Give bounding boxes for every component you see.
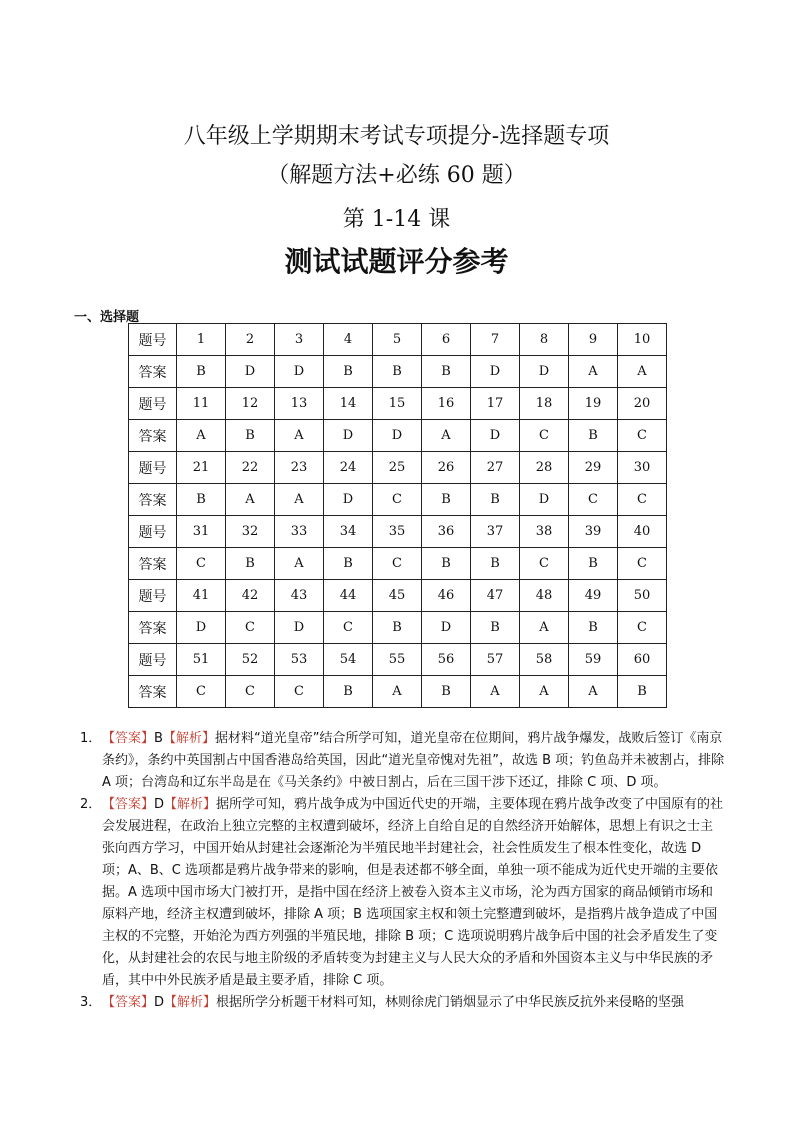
answer-cell: A — [275, 420, 324, 452]
question-number-cell: 11 — [177, 388, 226, 420]
answer-label-cell: 答案 — [129, 356, 177, 388]
answer-cell: B — [569, 420, 618, 452]
question-number-cell: 41 — [177, 580, 226, 612]
answer-cell: B — [324, 548, 373, 580]
question-number-cell: 25 — [373, 452, 422, 484]
explanation-item — [80, 992, 725, 1014]
answer-cell: D — [422, 612, 471, 644]
question-number-cell: 9 — [569, 324, 618, 356]
answer-cell: B — [177, 484, 226, 516]
question-label-cell: 题号 — [129, 388, 177, 420]
question-number-cell: 2 — [226, 324, 275, 356]
question-number-cell: 30 — [618, 452, 667, 484]
lesson-range: 第 1-14 课 — [342, 207, 451, 232]
answer-tag: 【答案】 — [102, 995, 155, 1010]
answer-row — [129, 612, 667, 644]
title-line-2: （解题方法+必练 60 题） — [267, 163, 526, 188]
question-number-cell: 8 — [520, 324, 569, 356]
question-number-cell: 50 — [618, 580, 667, 612]
answer-cell: B — [177, 356, 226, 388]
main-title: 测试试题评分参考 — [284, 245, 509, 278]
answer-cell: C — [177, 676, 226, 708]
answer-cell: A — [177, 420, 226, 452]
question-number-cell: 17 — [471, 388, 520, 420]
question-number-cell: 51 — [177, 644, 226, 676]
analysis-text: 据所学可知，鸦片战争成为中国近代史的开端，主要体现在鸦片战争改变了中国原有的社会发展进程，在政治上独立完整的主权遭到破坏，经济上自给自足的自然经济开始解体，思想上有识之士主张向西方学习，中国开始从封建社会逐渐沦为半殖民地半封建社会，社会性质发生了根本性变化，故选 D 项；A、B、C 选项都是鸦片战争带来的影响，但是表述都不够全面，单独一项不能成为近代史开端的主要依据。A 选项中国市场大门被打开，是指中国在经济上被卷入资本主义市场，沦为西方国家的商品倾销市场和原料产地，经济主权遭到破坏，排除 A 项；B 选项国家主权和领土完整遭到破坏，是指鸦片战争造成了中国主权的不完整，开始沦为西方列强的半殖民地，排除 B 项；C 选项说明鸦片战争后中国的社会矛盾发生了变化，从封建社会的农民与地主阶级的矛盾转变为封建主义与人民大众的矛盾和外国资本主义与中华民族的矛盾，其中中外民族矛盾是最主要矛盾，排除 C 项。 — [102, 797, 724, 988]
answer-cell: A — [520, 612, 569, 644]
answer-cell: C — [520, 548, 569, 580]
question-row — [129, 580, 667, 612]
answer-cell: B — [471, 484, 520, 516]
question-number-cell: 6 — [422, 324, 471, 356]
answer-cell: B — [226, 548, 275, 580]
answer-cell: B — [569, 548, 618, 580]
answer-cell: D — [471, 420, 520, 452]
question-number-cell: 24 — [324, 452, 373, 484]
question-number-cell: 38 — [520, 516, 569, 548]
explanation-item — [80, 728, 725, 794]
question-number-cell: 10 — [618, 324, 667, 356]
answer-row — [129, 548, 667, 580]
answer-cell: C — [275, 676, 324, 708]
question-number-cell: 31 — [177, 516, 226, 548]
question-number-cell: 60 — [618, 644, 667, 676]
answer-cell: C — [226, 612, 275, 644]
question-number-cell: 59 — [569, 644, 618, 676]
answer-cell: D — [275, 612, 324, 644]
answer-cell: B — [324, 356, 373, 388]
question-number-cell: 45 — [373, 580, 422, 612]
question-number-cell: 42 — [226, 580, 275, 612]
answer-cell: A — [275, 548, 324, 580]
question-label-cell: 题号 — [129, 644, 177, 676]
question-number-cell: 56 — [422, 644, 471, 676]
answer-cell: C — [618, 420, 667, 452]
answer-cell: B — [422, 484, 471, 516]
answer-cell: B — [471, 612, 520, 644]
answer-cell: C — [177, 548, 226, 580]
answer-letter: D — [154, 995, 165, 1010]
question-number-cell: 14 — [324, 388, 373, 420]
question-row — [129, 324, 667, 356]
question-number-cell: 40 — [618, 516, 667, 548]
question-number-cell: 22 — [226, 452, 275, 484]
answer-cell: A — [422, 420, 471, 452]
question-number-cell: 7 — [471, 324, 520, 356]
question-number-cell: 35 — [373, 516, 422, 548]
answer-cell: C — [618, 484, 667, 516]
answer-cell: B — [324, 676, 373, 708]
item-number: 1． — [80, 731, 102, 746]
question-number-cell: 29 — [569, 452, 618, 484]
section-label: 一、选择题 — [74, 310, 140, 325]
answer-cell: B — [422, 548, 471, 580]
question-number-cell: 39 — [569, 516, 618, 548]
question-number-cell: 13 — [275, 388, 324, 420]
question-row — [129, 644, 667, 676]
answer-cell: C — [618, 612, 667, 644]
analysis-tag: 【解析】 — [164, 995, 217, 1010]
question-number-cell: 46 — [422, 580, 471, 612]
question-number-cell: 12 — [226, 388, 275, 420]
answer-cell: B — [373, 356, 422, 388]
answer-label-cell: 答案 — [129, 484, 177, 516]
answer-cell: D — [471, 356, 520, 388]
answer-cell: B — [422, 676, 471, 708]
answer-cell: A — [569, 356, 618, 388]
question-number-cell: 23 — [275, 452, 324, 484]
answer-cell: C — [569, 484, 618, 516]
answer-cell: C — [373, 548, 422, 580]
answer-tag: 【答案】 — [102, 731, 155, 746]
answer-cell: A — [275, 484, 324, 516]
answer-cell: A — [226, 484, 275, 516]
question-number-cell: 3 — [275, 324, 324, 356]
question-number-cell: 15 — [373, 388, 422, 420]
answer-label-cell: 答案 — [129, 548, 177, 580]
answer-cell: B — [618, 676, 667, 708]
answer-cell: B — [226, 420, 275, 452]
analysis-tag: 【解析】 — [164, 797, 217, 812]
answer-label-cell: 答案 — [129, 676, 177, 708]
answer-cell: C — [226, 676, 275, 708]
question-number-cell: 57 — [471, 644, 520, 676]
question-row — [129, 452, 667, 484]
question-number-cell: 44 — [324, 580, 373, 612]
question-number-cell: 28 — [520, 452, 569, 484]
question-row — [129, 388, 667, 420]
question-number-cell: 43 — [275, 580, 324, 612]
answer-cell: D — [177, 612, 226, 644]
question-number-cell: 34 — [324, 516, 373, 548]
question-number-cell: 36 — [422, 516, 471, 548]
question-number-cell: 21 — [177, 452, 226, 484]
answer-row — [129, 420, 667, 452]
answer-cell: D — [520, 484, 569, 516]
answer-cell: B — [373, 612, 422, 644]
explanation-item — [80, 794, 725, 992]
answer-row — [129, 676, 667, 708]
question-row — [129, 516, 667, 548]
question-number-cell: 16 — [422, 388, 471, 420]
answer-cell: C — [373, 484, 422, 516]
analysis-text: 据材料“道光皇帝”结合所学可知，道光皇帝在位期间，鸦片战争爆发，战败后签订《南京条约》，条约中英国割占中国香港岛给英国，因此“道光皇帝愧对先祖”，故选 B 项；钓鱼岛并未被割占，排除 A 项；台湾岛和辽东半岛是在《马关条约》中被日割占，后在三国干涉下还辽，排除 C 项、D 项。 — [102, 731, 725, 790]
answer-cell: D — [324, 420, 373, 452]
answer-cell: C — [618, 548, 667, 580]
answer-cell: B — [569, 612, 618, 644]
question-number-cell: 33 — [275, 516, 324, 548]
question-number-cell: 49 — [569, 580, 618, 612]
question-number-cell: 27 — [471, 452, 520, 484]
analysis-tag: 【解析】 — [162, 731, 215, 746]
answer-label-cell: 答案 — [129, 612, 177, 644]
question-number-cell: 55 — [373, 644, 422, 676]
analysis-text: 根据所学分析题干材料可知，林则徐虎门销烟显示了中华民族反抗外来侵略的坚强 — [216, 995, 685, 1010]
answer-cell: D — [226, 356, 275, 388]
question-number-cell: 5 — [373, 324, 422, 356]
question-number-cell: 37 — [471, 516, 520, 548]
answer-cell: B — [471, 548, 520, 580]
question-number-cell: 1 — [177, 324, 226, 356]
answer-table — [128, 323, 667, 708]
question-number-cell: 48 — [520, 580, 569, 612]
answer-letter: B — [154, 731, 163, 746]
answer-cell: A — [520, 676, 569, 708]
answer-cell: C — [324, 612, 373, 644]
answer-cell: D — [324, 484, 373, 516]
answer-cell: D — [275, 356, 324, 388]
question-number-cell: 4 — [324, 324, 373, 356]
question-number-cell: 32 — [226, 516, 275, 548]
answer-cell: A — [569, 676, 618, 708]
item-number: 2． — [80, 797, 102, 812]
answer-cell: D — [520, 356, 569, 388]
answer-tag: 【答案】 — [102, 797, 155, 812]
item-number: 3． — [80, 995, 102, 1010]
explanations — [80, 728, 725, 1014]
question-number-cell: 58 — [520, 644, 569, 676]
question-label-cell: 题号 — [129, 324, 177, 356]
answer-cell: C — [520, 420, 569, 452]
question-number-cell: 47 — [471, 580, 520, 612]
question-number-cell: 18 — [520, 388, 569, 420]
answer-row — [129, 356, 667, 388]
answer-letter: D — [154, 797, 165, 812]
answer-cell: A — [471, 676, 520, 708]
question-number-cell: 19 — [569, 388, 618, 420]
question-number-cell: 26 — [422, 452, 471, 484]
question-label-cell: 题号 — [129, 580, 177, 612]
answer-cell: D — [373, 420, 422, 452]
question-number-cell: 20 — [618, 388, 667, 420]
answer-label-cell: 答案 — [129, 420, 177, 452]
question-number-cell: 52 — [226, 644, 275, 676]
question-label-cell: 题号 — [129, 516, 177, 548]
question-number-cell: 54 — [324, 644, 373, 676]
question-number-cell: 53 — [275, 644, 324, 676]
answer-cell: B — [422, 356, 471, 388]
question-label-cell: 题号 — [129, 452, 177, 484]
answer-cell: A — [618, 356, 667, 388]
title-line-1: 八年级上学期期末考试专项提分-选择题专项 — [183, 124, 610, 149]
answer-row — [129, 484, 667, 516]
answer-cell: A — [373, 676, 422, 708]
